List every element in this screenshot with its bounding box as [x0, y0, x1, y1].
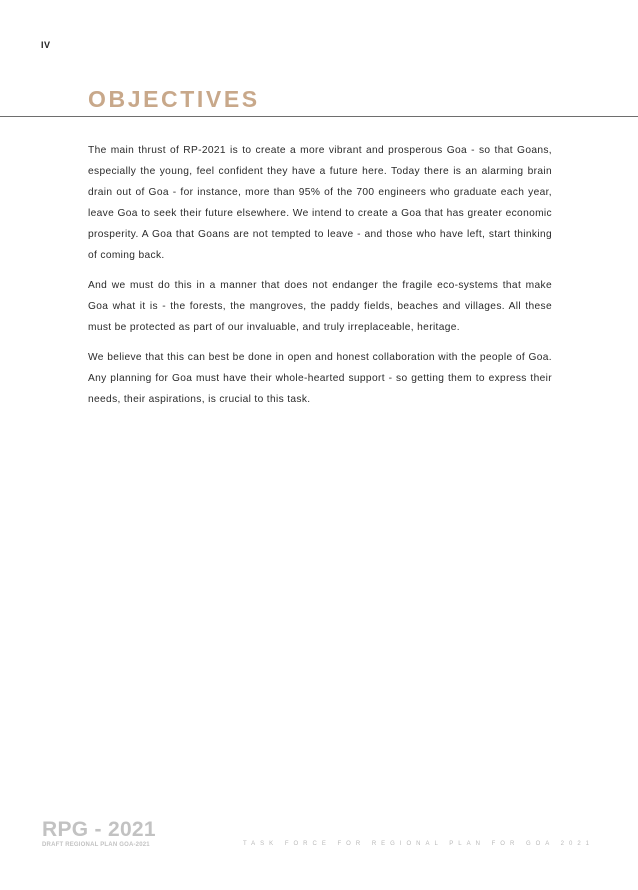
footer-running-title: TASK FORCE FOR REGIONAL PLAN FOR GOA 2021: [242, 841, 594, 847]
footer-logo-block: [42, 820, 156, 848]
page-number: IV: [41, 40, 51, 50]
body-text: [88, 140, 552, 419]
paragraph-1: The main thrust of RP-2021 is to create a more vibrant and prosperous Goa - so that Goans, especially the young, feel confident they have a future here. Today there is an alarming brain drain out of Goa - for instance, more than 95% of the 700 engineers who graduate each year, leave Goa to seek their future elsewhere. We intend to create a Goa that has greater economic prosperity. A Goa that Goans are not tempted to leave - and those who have left, start thinking of coming back.: [88, 145, 552, 261]
paragraph-3: We believe that this can best be done in open and honest collaboration with the people of Goa. Any planning for Goa must have their whole-hearted support - so getting them to express their needs, their aspirations, is crucial to this task.: [88, 352, 552, 405]
page-title: OBJECTIVES: [88, 86, 260, 112]
title-divider: [0, 116, 638, 117]
footer-logo-subtitle: DRAFT REGIONAL PLAN GOA-2021: [42, 842, 150, 848]
paragraph-2: And we must do this in a manner that does not endanger the fragile eco-systems that make Goa what it is - the forests, the mangroves, the paddy fields, beaches and villages. All these must be protected as part of our invaluable, and truly irreplaceable, heritage.: [88, 280, 552, 333]
footer-logo: RPG - 2021: [42, 818, 156, 841]
